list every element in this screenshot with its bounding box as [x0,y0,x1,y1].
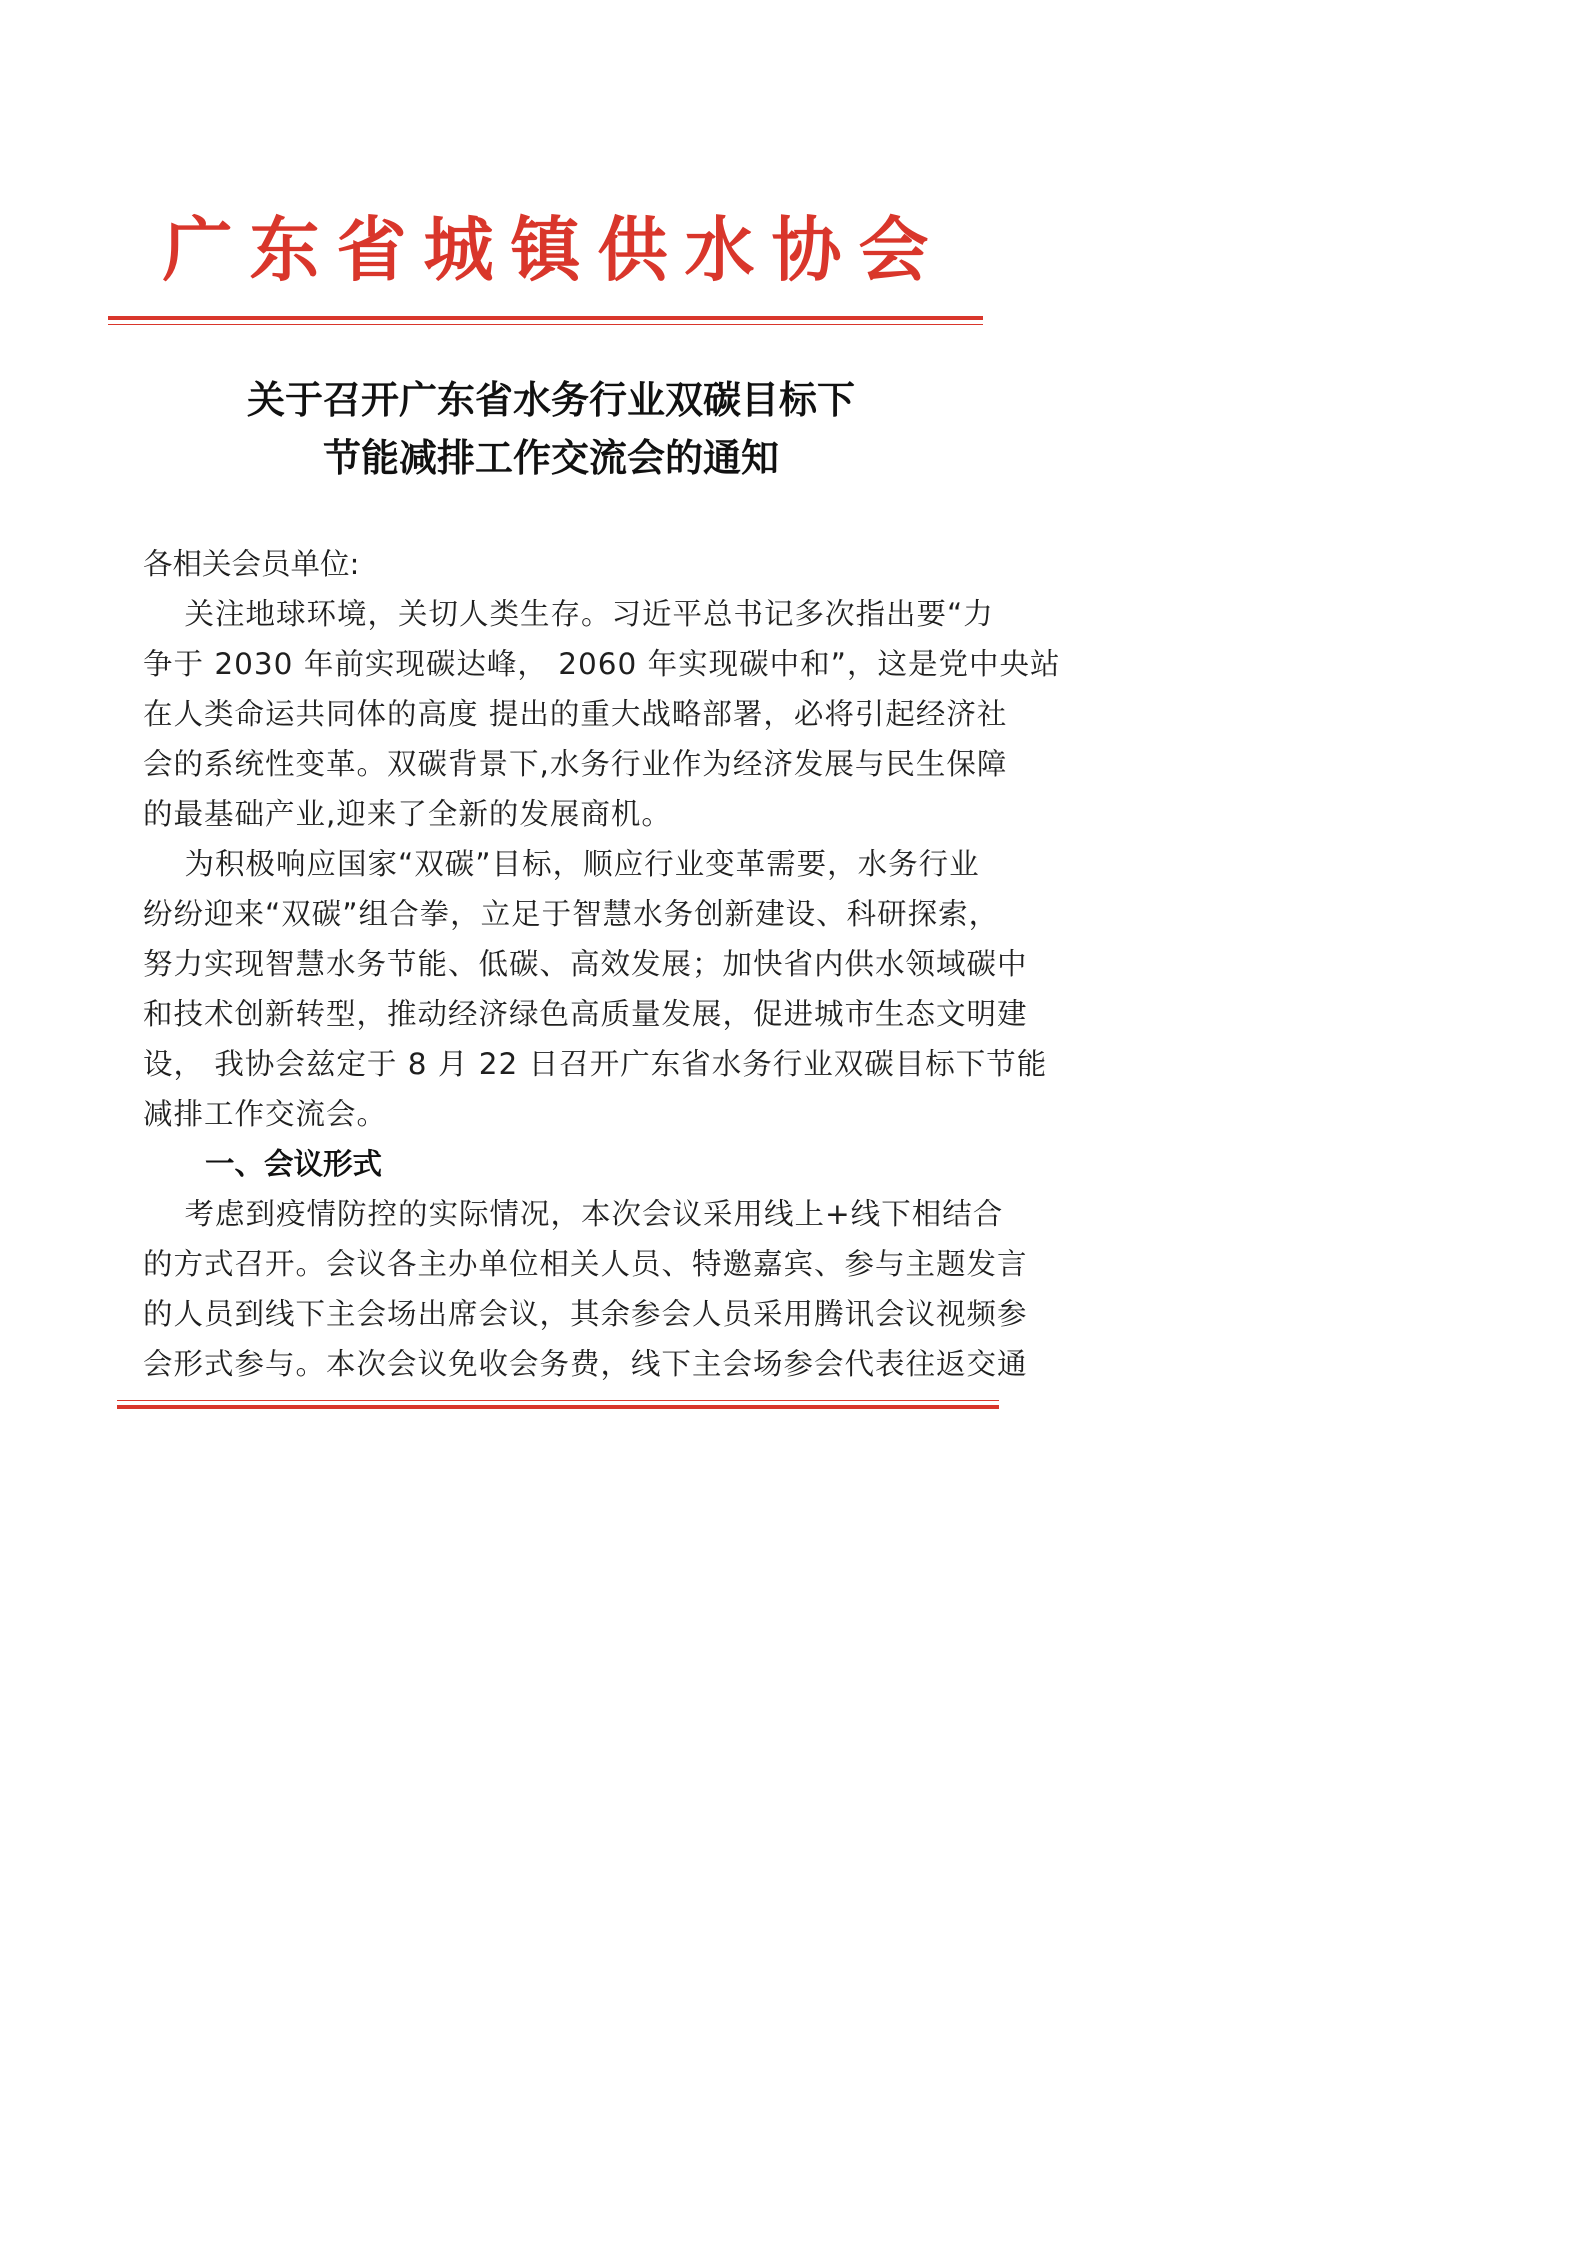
paragraph-line: 会的系统性变革。双碳背景下,水务行业作为经济发展与民生保障 [143,747,1008,781]
document-title-line-2: 节能减排工作交流会的通知 [322,435,779,480]
paragraph-line: 考虑到疫情防控的实际情况，本次会议采用线上+线下相结合 [143,1197,1004,1231]
document-title-line-1: 关于召开广东省水务行业双碳目标下 [246,377,855,422]
paragraph-line: 争于 2030 年前实现碳达峰， 2060 年实现碳中和”，这是党中央站 [143,647,1061,681]
paragraph-line: 设， 我协会兹定于 8 月 22 日召开广东省水务行业双碳目标下节能 [143,1047,1048,1081]
paragraph-line: 的人员到线下主会场出席会议，其余参会人员采用腾讯会议视频参 [143,1297,1028,1331]
paragraph-line: 为积极响应国家“双碳”目标，顺应行业变革需要，水务行业 [143,847,980,881]
paragraph-line: 努力实现智慧水务节能、低碳、高效发展；加快省内供水领域碳中 [143,947,1028,981]
paragraph-line: 减排工作交流会。 [143,1097,388,1131]
divider-thin-line [117,1400,999,1401]
paragraph-line: 在人类命运共同体的高度 提出的重大战略部署，必将引起经济社 [143,697,1008,731]
divider-thick-line [108,316,983,320]
paragraph-line: 的最基础产业,迎来了全新的发展商机。 [143,797,672,831]
paragraph-line: 的方式召开。会议各主办单位相关人员、特邀嘉宾、参与主题发言 [143,1247,1028,1281]
salutation: 各相关会员单位: [143,547,360,581]
paragraph-line: 会形式参与。本次会议免收会务费，线下主会场参会代表往返交通 [143,1347,1028,1381]
divider-thin-line [108,324,983,325]
paragraph-line: 纷纷迎来“双碳”组合拳，立足于智慧水务创新建设、科研探索， [143,897,1000,931]
paragraph-line: 关注地球环境，关切人类生存。习近平总书记多次指出要“力 [143,597,994,631]
letterhead-organization-name: 广东省城镇供水协会 [162,208,946,291]
section-heading-meeting-format: 一、会议形式 [205,1147,383,1181]
paragraph-line: 和技术创新转型，推动经济绿色高质量发展，促进城市生态文明建 [143,997,1028,1031]
divider-thick-line [117,1405,999,1409]
